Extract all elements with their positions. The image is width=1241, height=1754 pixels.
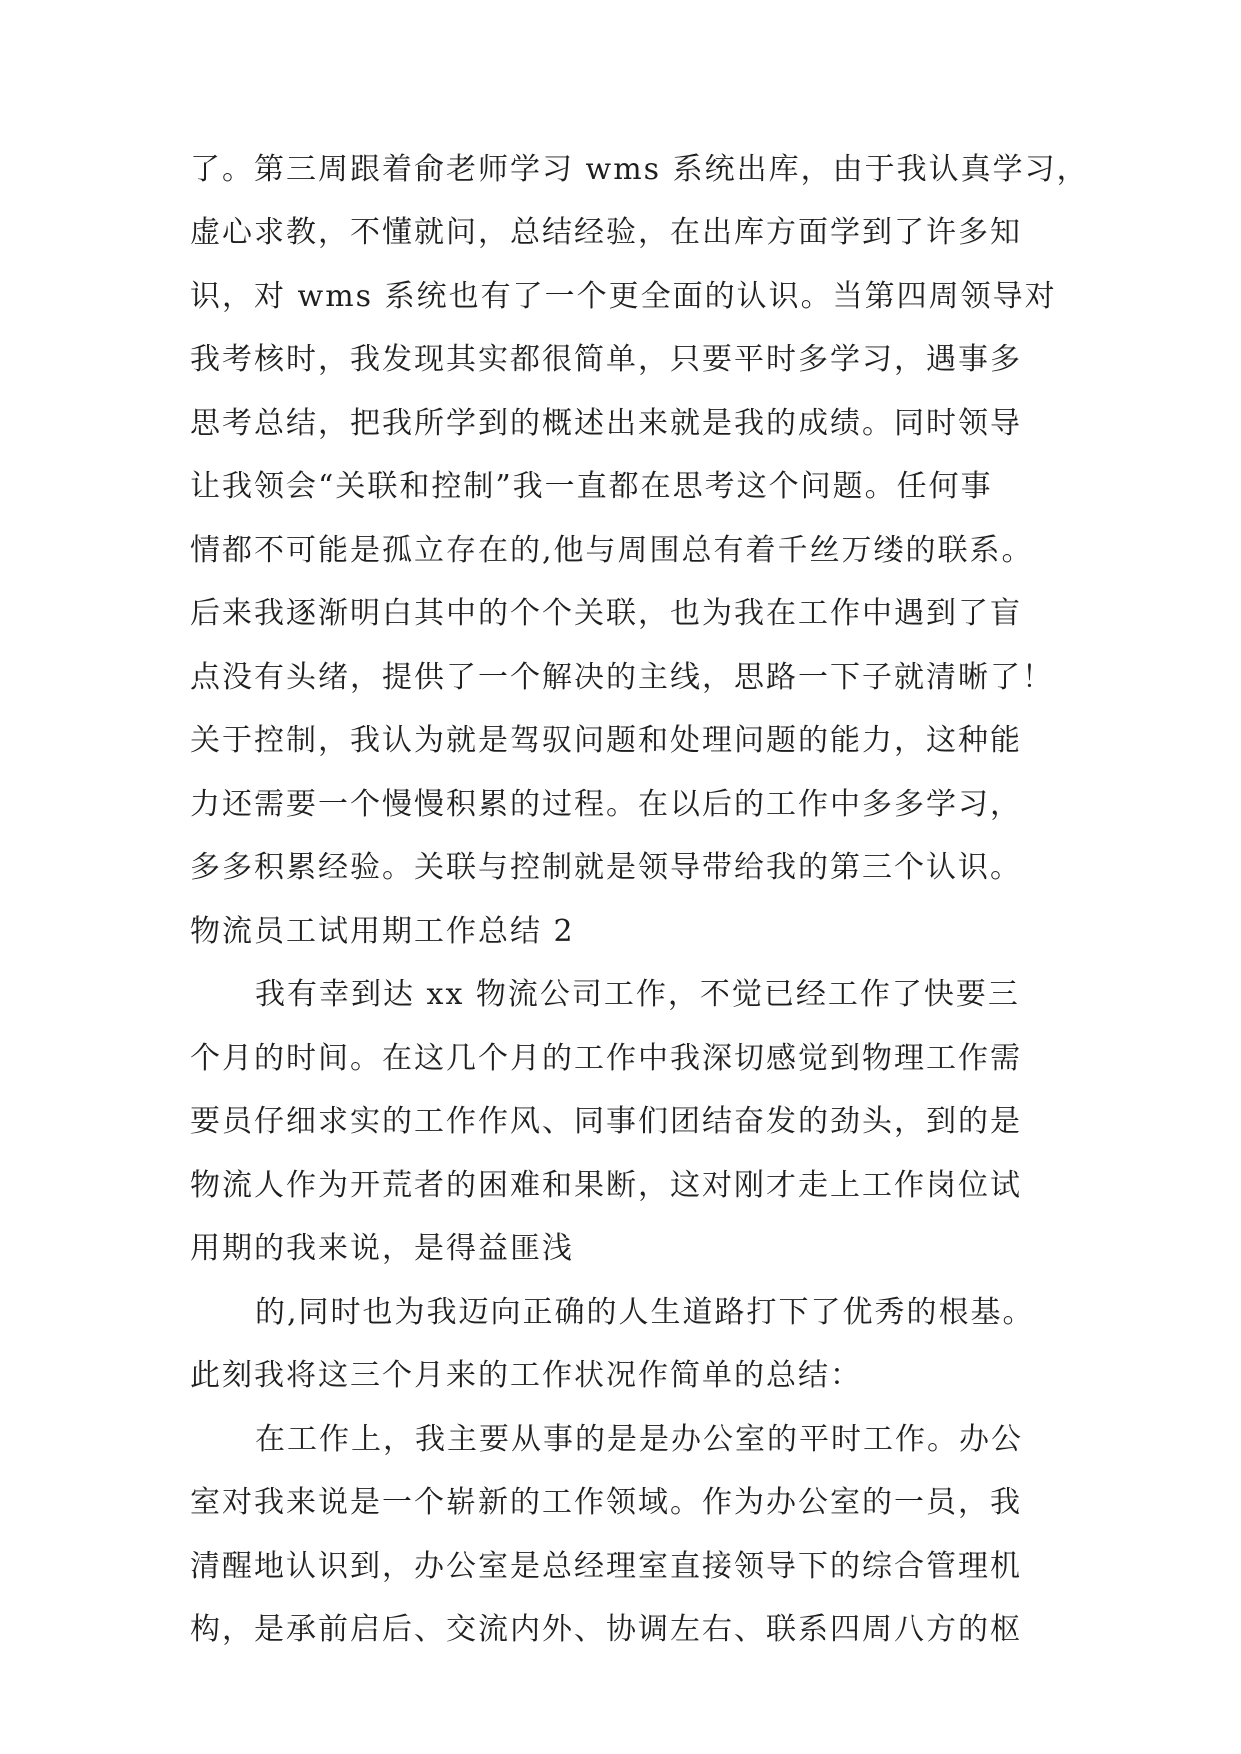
text-line: 后来我逐渐明白其中的个个关联，也为我在工作中遇到了盲	[190, 596, 1022, 631]
text-line: 关于控制，我认为就是驾驭问题和处理问题的能力，这种能	[190, 723, 1022, 758]
text-line: 我考核时，我发现其实都很简单，只要平时多学习，遇事多	[190, 342, 1022, 377]
text-line: 室对我来说是一个崭新的工作领域。作为办公室的一员，我	[190, 1485, 1022, 1520]
text-line: 情都不可能是孤立存在的,他与周围总有着千丝万缕的联系。	[190, 533, 1034, 568]
text-line: 识，对 wms 系统也有了一个更全面的认识。当第四周领导对	[190, 279, 1057, 314]
text-line: 虚心求教，不懂就问，总结经验，在出库方面学到了许多知	[190, 215, 1022, 250]
text-line: 个月的时间。在这几个月的工作中我深切感觉到物理工作需	[190, 1041, 1022, 1076]
text-line: 思考总结，把我所学到的概述出来就是我的成绩。同时领导	[190, 406, 1022, 441]
text-line: 此刻我将这三个月来的工作状况作简单的总结：	[190, 1358, 862, 1393]
text-line: 点没有头绪，提供了一个解决的主线，思路一下子就清晰了！	[190, 660, 1054, 695]
text-line: 了。第三周跟着俞老师学习 wms 系统出库，由于我认真学习，	[190, 152, 1089, 187]
section-heading: 物流员工试用期工作总结 2	[190, 914, 575, 949]
text-line: 力还需要一个慢慢积累的过程。在以后的工作中多多学习，	[190, 787, 1022, 822]
text-line: 清醒地认识到，办公室是总经理室直接领导下的综合管理机	[190, 1549, 1022, 1584]
text-line: 物流人作为开荒者的困难和果断，这对刚才走上工作岗位试	[190, 1168, 1022, 1203]
text-line: 在工作上，我主要从事的是是办公室的平时工作。办公	[255, 1422, 1023, 1457]
text-line: 的,同时也为我迈向正确的人生道路打下了优秀的根基。	[255, 1295, 1035, 1330]
text-line: 用期的我来说，是得益匪浅	[190, 1231, 574, 1266]
text-line: 让我领会“关联和控制”我一直都在思考这个问题。任何事	[190, 469, 993, 504]
text-line: 要员仔细求实的工作作风、同事们团结奋发的劲头，到的是	[190, 1104, 1022, 1139]
text-line: 我有幸到达 xx 物流公司工作，不觉已经工作了快要三	[255, 977, 1020, 1012]
text-line: 多多积累经验。关联与控制就是领导带给我的第三个认识。	[190, 850, 1022, 885]
text-line: 构，是承前启后、交流内外、协调左右、联系四周八方的枢	[190, 1612, 1022, 1647]
